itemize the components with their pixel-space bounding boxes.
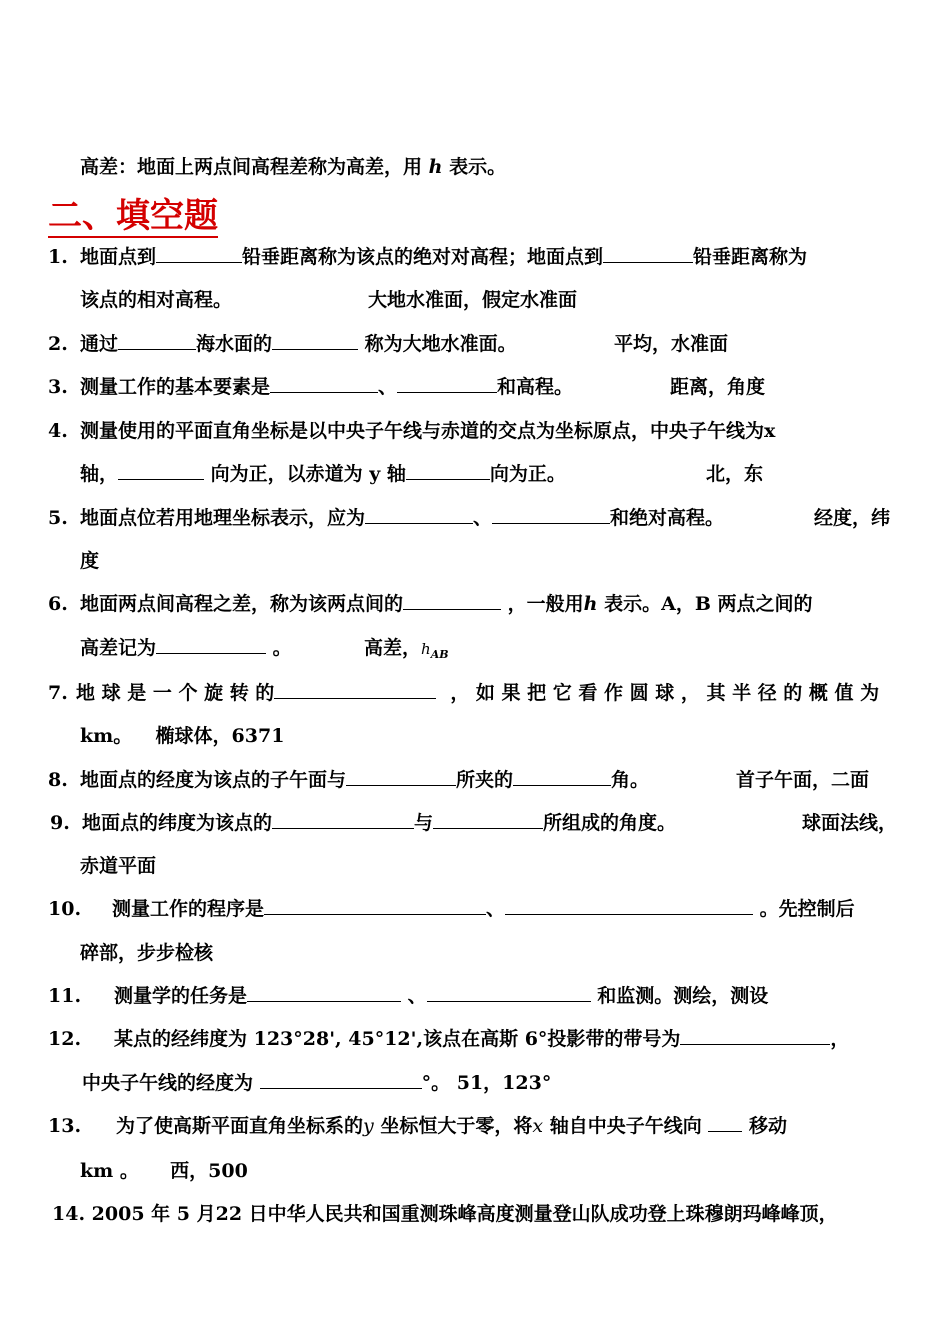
answer-blank[interactable] xyxy=(156,635,266,654)
answer-blank[interactable] xyxy=(365,505,473,524)
answer-blank[interactable] xyxy=(274,680,436,699)
question-number: 8. xyxy=(48,769,68,791)
section-heading: 二、填空题 xyxy=(48,196,218,236)
question-text: 海水面的 xyxy=(196,333,273,355)
answer-blank[interactable] xyxy=(264,896,486,915)
answer-blank[interactable] xyxy=(708,1113,742,1132)
question-text: 测量工作的程序是 xyxy=(112,898,265,920)
answer-var-h: h xyxy=(421,640,431,658)
answer-blank[interactable] xyxy=(505,896,753,915)
question-text: 地面点位若用地理坐标表示，应为 xyxy=(80,507,366,529)
question-text: 坐标恒大于零，将 xyxy=(373,1115,533,1137)
question-text: 与 xyxy=(414,812,434,834)
answer-blank[interactable] xyxy=(118,461,204,480)
intro-var-h: h xyxy=(428,156,443,178)
question-text: 测量工作的基本要素是 xyxy=(80,376,271,398)
question-text: 、 xyxy=(378,376,398,398)
question-text: ， 如 果 把 它 看 作 圆 球 ， 其 半 径 的 概 值 为 xyxy=(450,682,880,704)
question-text: 称为大地水准面。 xyxy=(358,333,517,355)
answer-blank[interactable] xyxy=(513,767,611,786)
question-text: 铅垂距离称为 xyxy=(693,246,808,268)
intro-text-pre: 高差：地面上两点间高程差称为高差，用 xyxy=(80,156,429,178)
intro-text-post: 表示。 xyxy=(442,156,507,178)
answer-blank[interactable] xyxy=(492,505,610,524)
question-text: 某点的经纬度为 123°28', 45°12',该点在高斯 6°投影带的带号为 xyxy=(114,1028,681,1050)
question-text: 中央子午线的经度为 xyxy=(82,1072,260,1094)
question-text: 所夹的 xyxy=(456,769,514,791)
question-text: 、 xyxy=(473,507,493,529)
var-y: y xyxy=(363,1115,374,1137)
answer-text: 度 xyxy=(80,550,100,572)
question-text: 和高程。 xyxy=(497,376,574,398)
question-number: 4. xyxy=(48,420,68,442)
question-text: 该点的相对高程。 xyxy=(80,289,233,311)
answer-text: 西，500 xyxy=(170,1160,248,1182)
question-text: 测量使用的平面直角坐标是以中央子午线与赤道的交点为坐标原点，中央子午线为x xyxy=(80,420,776,442)
question-number: 6. xyxy=(48,593,68,615)
answer-blank[interactable] xyxy=(118,331,196,350)
answer-blank[interactable] xyxy=(260,1070,422,1089)
question-text: 铅垂距离称为该点的绝对对高程；地面点到 xyxy=(242,246,604,268)
answer-blank[interactable] xyxy=(156,244,242,263)
question-text: 所组成的角度。 xyxy=(543,812,677,834)
question-text: 向为正。 xyxy=(489,463,566,485)
answer-text: 椭球体，6371 xyxy=(155,725,285,747)
answer-blank[interactable] xyxy=(397,374,497,393)
answer-blank[interactable] xyxy=(433,810,543,829)
question-number: 12. xyxy=(48,1028,82,1050)
question-text: 为了使高斯平面直角坐标系的 xyxy=(116,1115,364,1137)
question-text: 表示。A，B 两点之间的 xyxy=(597,593,813,615)
answer-blank[interactable] xyxy=(427,983,591,1002)
answer-blank[interactable] xyxy=(680,1026,830,1045)
question-text: 、 xyxy=(486,898,506,920)
answer-text: 北，东 xyxy=(706,463,764,485)
question-number: 13. xyxy=(48,1115,82,1137)
question-text: 14. 2005 年 5 月22 日中华人民共和国重测珠峰高度测量登山队成功登上珠穆朗玛峰峰顶， xyxy=(52,1203,838,1225)
question-number: 7. xyxy=(48,682,68,704)
answer-blank[interactable] xyxy=(270,374,378,393)
answer-blank[interactable] xyxy=(346,767,456,786)
question-text: 高差记为 xyxy=(80,637,157,659)
question-text: 通过 xyxy=(80,333,119,355)
answer-subscript: AB xyxy=(430,648,449,661)
question-text: 测量学的任务是 xyxy=(114,985,248,1007)
question-text: 。 xyxy=(266,637,292,659)
question-text: 和绝对高程。 xyxy=(610,507,725,529)
var-h: h xyxy=(583,593,598,615)
question-text: 地面点到 xyxy=(80,246,157,268)
question-text: 地面两点间高程之差，称为该两点间的 xyxy=(80,593,404,615)
question-text: 角。 xyxy=(611,769,650,791)
answer-blank[interactable] xyxy=(247,983,401,1002)
question-text: 轴自中央子午线向 xyxy=(543,1115,709,1137)
question-text: ，一般用 xyxy=(501,593,584,615)
question-number: 9. xyxy=(50,812,70,834)
question-text: 地面点的纬度为该点的 xyxy=(82,812,273,834)
answer-text: 高差， xyxy=(364,637,422,659)
answer-text: 赤道平面 xyxy=(80,855,157,877)
var-x: x xyxy=(532,1115,544,1137)
answer-blank[interactable] xyxy=(403,591,501,610)
question-text: 轴， xyxy=(80,463,119,485)
question-number: 1. xyxy=(48,246,68,268)
answer-blank[interactable] xyxy=(406,461,490,480)
question-number: 5. xyxy=(48,507,68,529)
question-number: 2. xyxy=(48,333,68,355)
answer-blank[interactable] xyxy=(272,810,414,829)
question-number: 10. xyxy=(48,898,82,920)
answer-text: 球面法线， xyxy=(802,812,898,834)
answer-text: 经度，纬 xyxy=(814,507,891,529)
answer-text: 碎部，步步检核 xyxy=(80,942,214,964)
question-text: km 。 xyxy=(80,1160,139,1182)
question-text: 。先控制后 xyxy=(753,898,855,920)
answer-text: 距离，角度 xyxy=(670,376,766,398)
question-text: 移动 xyxy=(742,1115,787,1137)
question-text: 地面点的经度为该点的子午面与 xyxy=(80,769,347,791)
answer-text: 平均，水准面 xyxy=(614,333,729,355)
answer-text: 大地水准面，假定水准面 xyxy=(368,289,578,311)
answer-blank[interactable] xyxy=(603,244,693,263)
question-text: °。 51，123° xyxy=(421,1072,552,1094)
question-text: 和监测。测绘，测设 xyxy=(590,985,769,1007)
question-number: 11. xyxy=(48,985,82,1007)
answer-text: 首子午面，二面 xyxy=(736,769,870,791)
question-text: 地 球 是 一 个 旋 转 的 xyxy=(76,682,275,704)
answer-blank[interactable] xyxy=(272,331,358,350)
question-text: 、 xyxy=(401,985,427,1007)
question-text: km。 xyxy=(80,725,133,747)
question-number: 3. xyxy=(48,376,68,398)
question-text: ， xyxy=(830,1028,850,1050)
question-text: 向为正，以赤道为 y 轴 xyxy=(204,463,406,485)
